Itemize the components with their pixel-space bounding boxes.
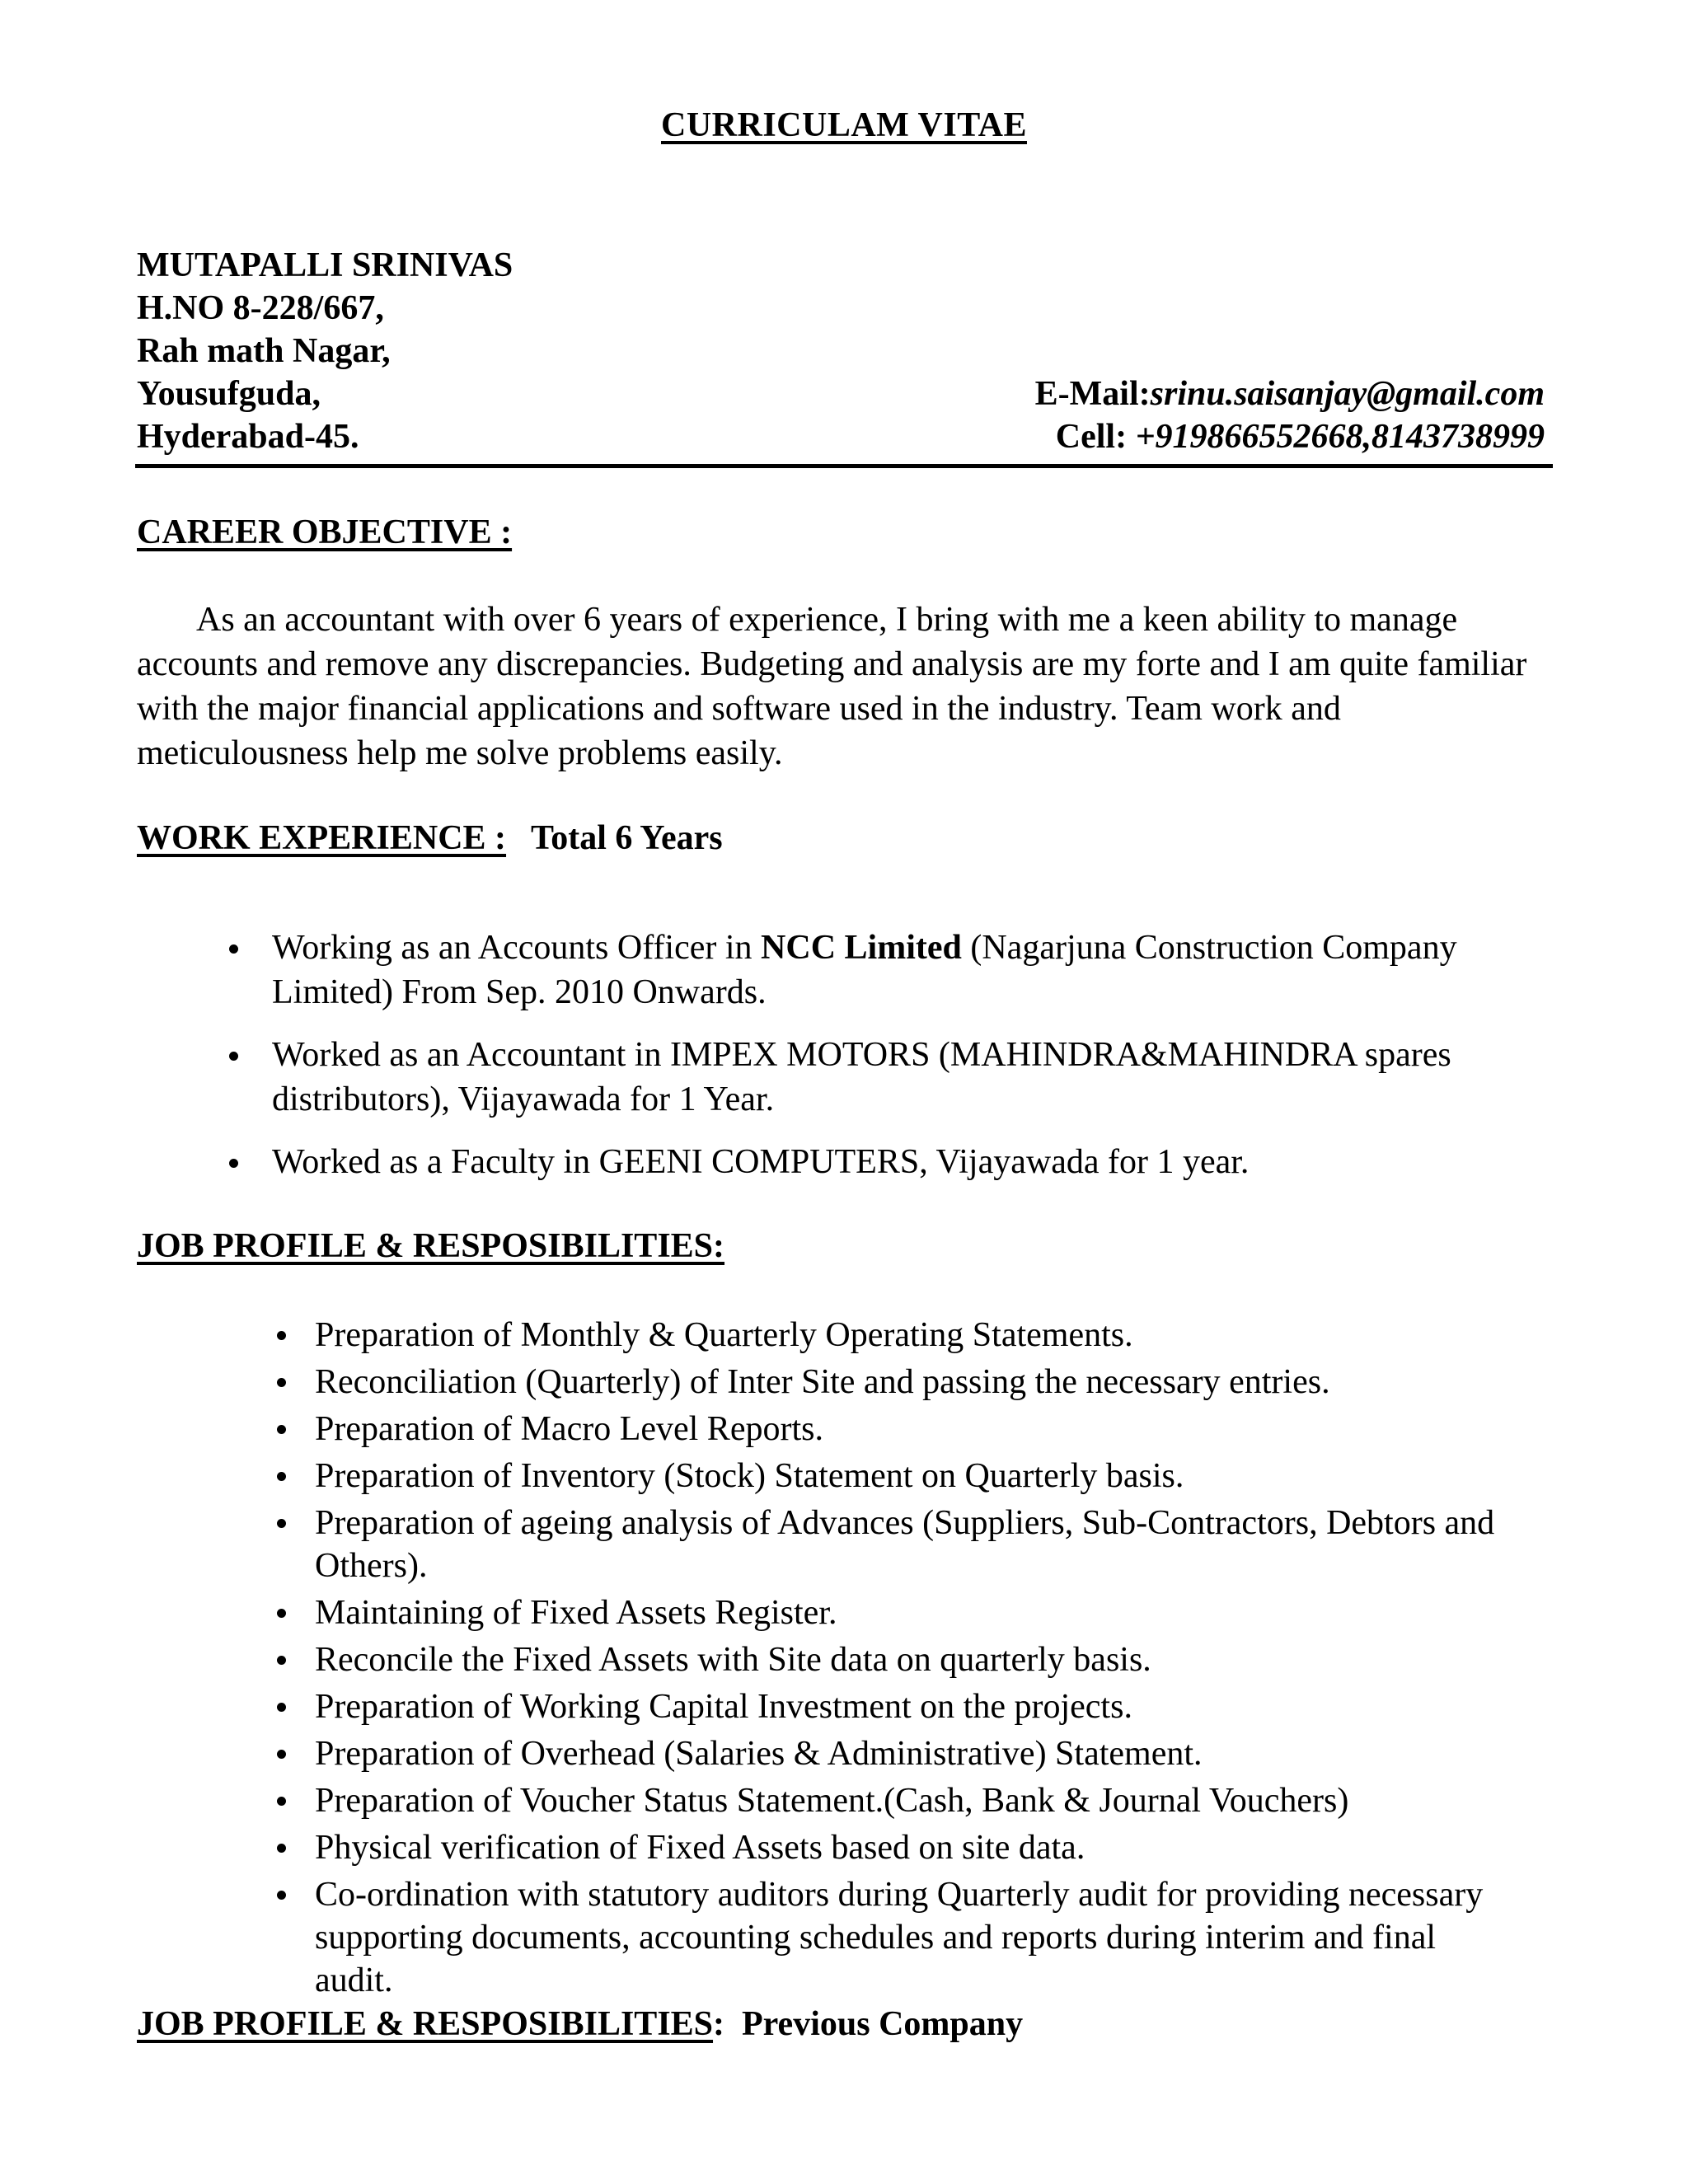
list-item: Maintaining of Fixed Assets Register. (315, 1591, 1502, 1634)
bullet-icon (277, 1519, 286, 1528)
bullet-icon (277, 1844, 286, 1853)
work-experience-label: WORK EXPERIENCE : (137, 819, 507, 857)
previous-job-profile-heading (137, 2004, 1023, 2044)
bullet-icon (277, 1891, 286, 1900)
list-item: Preparation of Overhead (Salaries & Administrative) Statement. (315, 1732, 1502, 1775)
email-line (1035, 373, 1545, 415)
responsibilities-list (315, 1314, 1502, 2006)
work-experience-heading (137, 818, 723, 858)
bullet-icon (277, 1656, 286, 1665)
list-item: Preparation of Working Capital Investment on the projects. (315, 1685, 1502, 1728)
list-item: Preparation of Macro Level Reports. (315, 1408, 1502, 1451)
list-item: Worked as an Accountant in IMPEX MOTORS (MAHINDRA&MAHINDRA spares distributors), Vijayawada for 1 Year. (272, 1033, 1492, 1122)
bullet-icon (229, 1159, 238, 1168)
bullet-icon (277, 1797, 286, 1806)
list-item: Preparation of Inventory (Stock) Statement on Quarterly basis. (315, 1455, 1502, 1497)
previous-company-label: : Previous Company (713, 2005, 1024, 2043)
list-item: Co-ordination with statutory auditors during Quarterly audit for providing necessary supporting documents, accounting schedules and reports during interim and final audit. (315, 1873, 1502, 2002)
bullet-icon (229, 944, 238, 954)
list-item: Preparation of ageing analysis of Advances (Suppliers, Sub-Contractors, Debtors and Others). (315, 1502, 1502, 1587)
bullet-icon (277, 1378, 286, 1387)
list-item: Reconciliation (Quarterly) of Inter Site and passing the necessary entries. (315, 1361, 1502, 1404)
bullet-icon (277, 1703, 286, 1712)
company-name: NCC Limited (761, 929, 962, 967)
previous-job-profile-label: JOB PROFILE & RESPOSIBILITIES (137, 2005, 714, 2043)
list-item: Working as an Accounts Officer in NCC Limited (Nagarjuna Construction Company Limited) From Sep. 2010 Onwards. (272, 926, 1492, 1015)
bullet-icon (277, 1750, 286, 1759)
address-street: Rah math Nagar, (137, 332, 391, 370)
total-experience: Total 6 Years (531, 819, 723, 857)
list-item: Physical verification of Fixed Assets based on site data. (315, 1826, 1502, 1869)
bullet-icon (229, 1052, 238, 1061)
list-item: Preparation of Monthly & Quarterly Operating Statements. (315, 1314, 1502, 1357)
list-item: Preparation of Voucher Status Statement.(Cash, Bank & Journal Vouchers) (315, 1779, 1502, 1822)
career-objective-text: As an accountant with over 6 years of experience, I bring with me a keen ability to manage accounts and remove any discrepancies. Budgeting and analysis are my forte and I am quite familiar with the major financial applications and software used in the industry. Team work and meticulousness help me solve problems easily. (137, 601, 1527, 772)
list-item: Worked as a Faculty in GEENI COMPUTERS, Vijayawada for 1 year. (272, 1140, 1492, 1184)
cell-numbers: +919866552668,8143738999 (1135, 418, 1545, 456)
career-objective-heading: CAREER OBJECTIVE : (137, 513, 513, 551)
header-divider (135, 464, 1553, 468)
email-address: srinu.saisanjay@gmail.com (1150, 375, 1545, 413)
address-area: Yousufguda, (137, 375, 321, 413)
address-house: H.NO 8-228/667, (137, 289, 384, 327)
bullet-icon (277, 1425, 286, 1434)
address-city: Hyderabad-45. (137, 418, 359, 456)
document-title: CURRICULAM VITAE (661, 106, 1027, 144)
candidate-name: MUTAPALLI SRINIVAS (137, 246, 513, 284)
bullet-icon (277, 1609, 286, 1618)
email-label: E-Mail: (1034, 375, 1151, 413)
cell-label: Cell: (1055, 418, 1136, 456)
experience-list (272, 926, 1492, 1202)
bullet-icon (277, 1472, 286, 1481)
cell-line (1056, 415, 1545, 458)
list-item: Reconcile the Fixed Assets with Site data on quarterly basis. (315, 1638, 1502, 1681)
bullet-icon (277, 1331, 286, 1340)
job-profile-heading: JOB PROFILE & RESPOSIBILITIES: (137, 1227, 725, 1265)
